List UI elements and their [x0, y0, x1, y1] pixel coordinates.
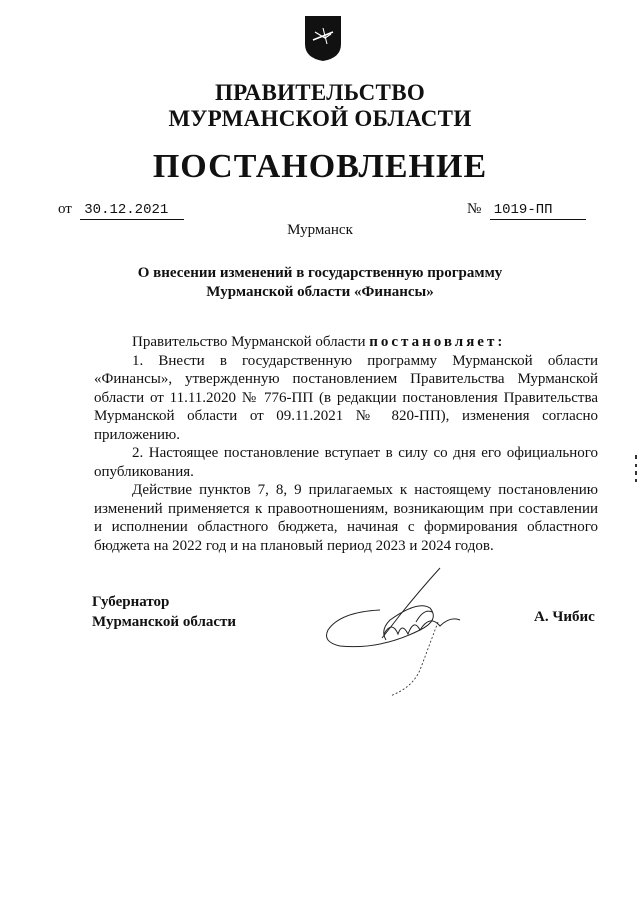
heading-line1: О внесении изменений в государственную программу [137, 265, 503, 281]
intro-text: Правительство Мурманской области [132, 334, 366, 350]
scan-edge-mark-icon [633, 455, 639, 485]
number-value: 1019-ПП [490, 201, 586, 220]
paragraph-item-3: Действие пунктов 7, 8, 9 прилагаемых к настоящему постановлению изменений применяется к правоотношениям, возникающим при составлении и исполнении областного бюджета, начиная с формирования областного бюджета на 2022 год и на плановый период 2023 и 2024 годов. [94, 482, 598, 554]
city-name: Мурманск [287, 222, 353, 238]
signatory-title [92, 592, 236, 632]
government-title-line1: ПРАВИТЕЛЬСТВО [214, 80, 426, 105]
handwritten-signature-icon [320, 560, 520, 700]
date-value: 30.12.2021 [80, 201, 184, 220]
government-title-line2: МУРМАНСКОЙ ОБЛАСТИ [168, 106, 472, 131]
paragraph-item-1: 1. Внести в государственную программу Мурманской области «Финансы», утвержденную постановлением Правительства Мурманской области от 11.11.2020 № 776-ПП (в редакции постановления Правительства Мурманской области от 09.11.2021 № 820-ПП), изменения согласно приложению. [94, 352, 598, 443]
decree-intro [94, 333, 598, 352]
date-prefix: от [58, 201, 72, 217]
document-date [58, 200, 184, 220]
government-title [0, 80, 640, 132]
document-type-title: ПОСТАНОВЛЕНИЕ [152, 148, 488, 185]
decree-word: постановляет: [369, 334, 506, 350]
document-heading [110, 264, 530, 302]
signatory-title-line2: Мурманской области [92, 614, 237, 630]
document-body [94, 333, 598, 555]
document-number [467, 200, 586, 220]
signatory-name: А. Чибис [534, 609, 595, 625]
signatory-title-line1: Губернатор [92, 594, 170, 610]
coat-of-arms-icon [303, 14, 343, 62]
number-prefix: № [467, 201, 482, 217]
paragraph-item-2: 2. Настоящее постановление вступает в силу со дня его официального опубликования. [94, 445, 598, 480]
heading-line2: Мурманской области «Финансы» [206, 284, 434, 300]
